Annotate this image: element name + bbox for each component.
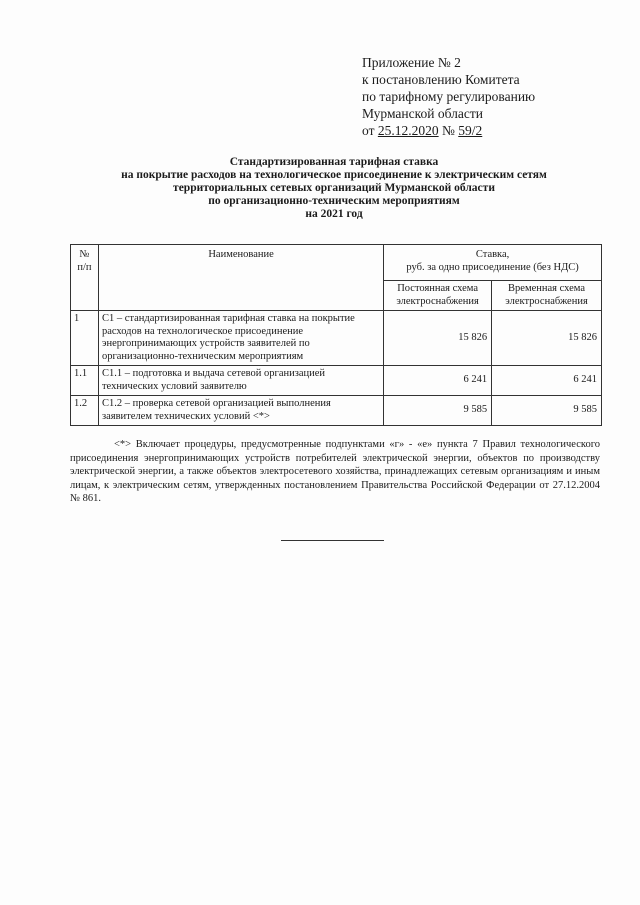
header-rate-line2: руб. за одно присоединение (без НДС): [406, 261, 579, 273]
header-rate: [384, 245, 602, 281]
header-temporary: Временная схема электроснабжения: [492, 281, 602, 311]
row-temporary: 15 826: [492, 311, 602, 366]
row-temporary: 6 241: [492, 366, 602, 396]
row-permanent: 9 585: [384, 396, 492, 426]
row-temporary: 9 585: [492, 396, 602, 426]
table-row: [71, 366, 602, 396]
row-permanent: 15 826: [384, 311, 492, 366]
appendix-line: по тарифному регулированию: [362, 89, 536, 104]
row-name: С1.2 – проверка сетевой организацией выполнения заявителем технических условий <*>: [98, 396, 383, 426]
table-header-row: [71, 245, 602, 281]
row-name: С1.1 – подготовка и выдача сетевой организацией технических условий заявителю: [98, 366, 383, 396]
title-line: на 2021 год: [305, 208, 363, 220]
appendix-from: от: [362, 123, 378, 138]
table-row: [71, 311, 602, 366]
footnote: [70, 438, 600, 506]
title-line: территориальных сетевых организаций Мурманской области: [173, 182, 495, 194]
title-line: на покрытие расходов на технологическое присоединение к электрическим сетям: [121, 169, 547, 181]
appendix-line: Мурманской области: [362, 106, 483, 121]
appendix-date-line: [362, 122, 535, 139]
title-line: Стандартизированная тарифная ставка: [229, 156, 439, 168]
row-num: 1: [71, 311, 99, 366]
title-line: по организационно-техническим мероприятиям: [208, 195, 460, 207]
table-row: [71, 396, 602, 426]
appendix-header: [362, 54, 535, 139]
header-rate-line1: Ставка,: [475, 249, 510, 260]
header-permanent: Постоянная схема электроснабжения: [384, 281, 492, 311]
appendix-line: Приложение № 2: [362, 55, 461, 70]
tariff-table: [70, 244, 602, 426]
footnote-text: <*> Включает процедуры, предусмотренные подпунктами «г» - «е» пункта 7 Правил технологического присоединения энергопринимающих устройств потребителей электрической энергии, объектов по производству электрической энергии, а также объектов электросетевого хозяйства, принадлежащих сетевым организациям и иным лицам, к электрическим сетям, утвержденных постановлением Правительства Российской Федерации от 27.12.2004 № 861.: [70, 439, 600, 504]
resolution-number: 59/2: [458, 123, 483, 138]
row-name: С1 – стандартизированная тарифная ставка на покрытие расходов на технологическое присоединение энергопринимающих устройств заявителей по организационно-техническим мероприятиям: [98, 311, 383, 366]
header-name: Наименование: [98, 245, 383, 311]
document-title: [60, 156, 608, 221]
closing-rule: [281, 540, 384, 541]
row-num: 1.1: [71, 366, 99, 396]
row-permanent: 6 241: [384, 366, 492, 396]
number-sign: №: [438, 123, 459, 138]
resolution-date: 25.12.2020: [377, 123, 439, 138]
header-num: № п/п: [71, 245, 99, 311]
row-num: 1.2: [71, 396, 99, 426]
appendix-line: к постановлению Комитета: [362, 72, 520, 87]
